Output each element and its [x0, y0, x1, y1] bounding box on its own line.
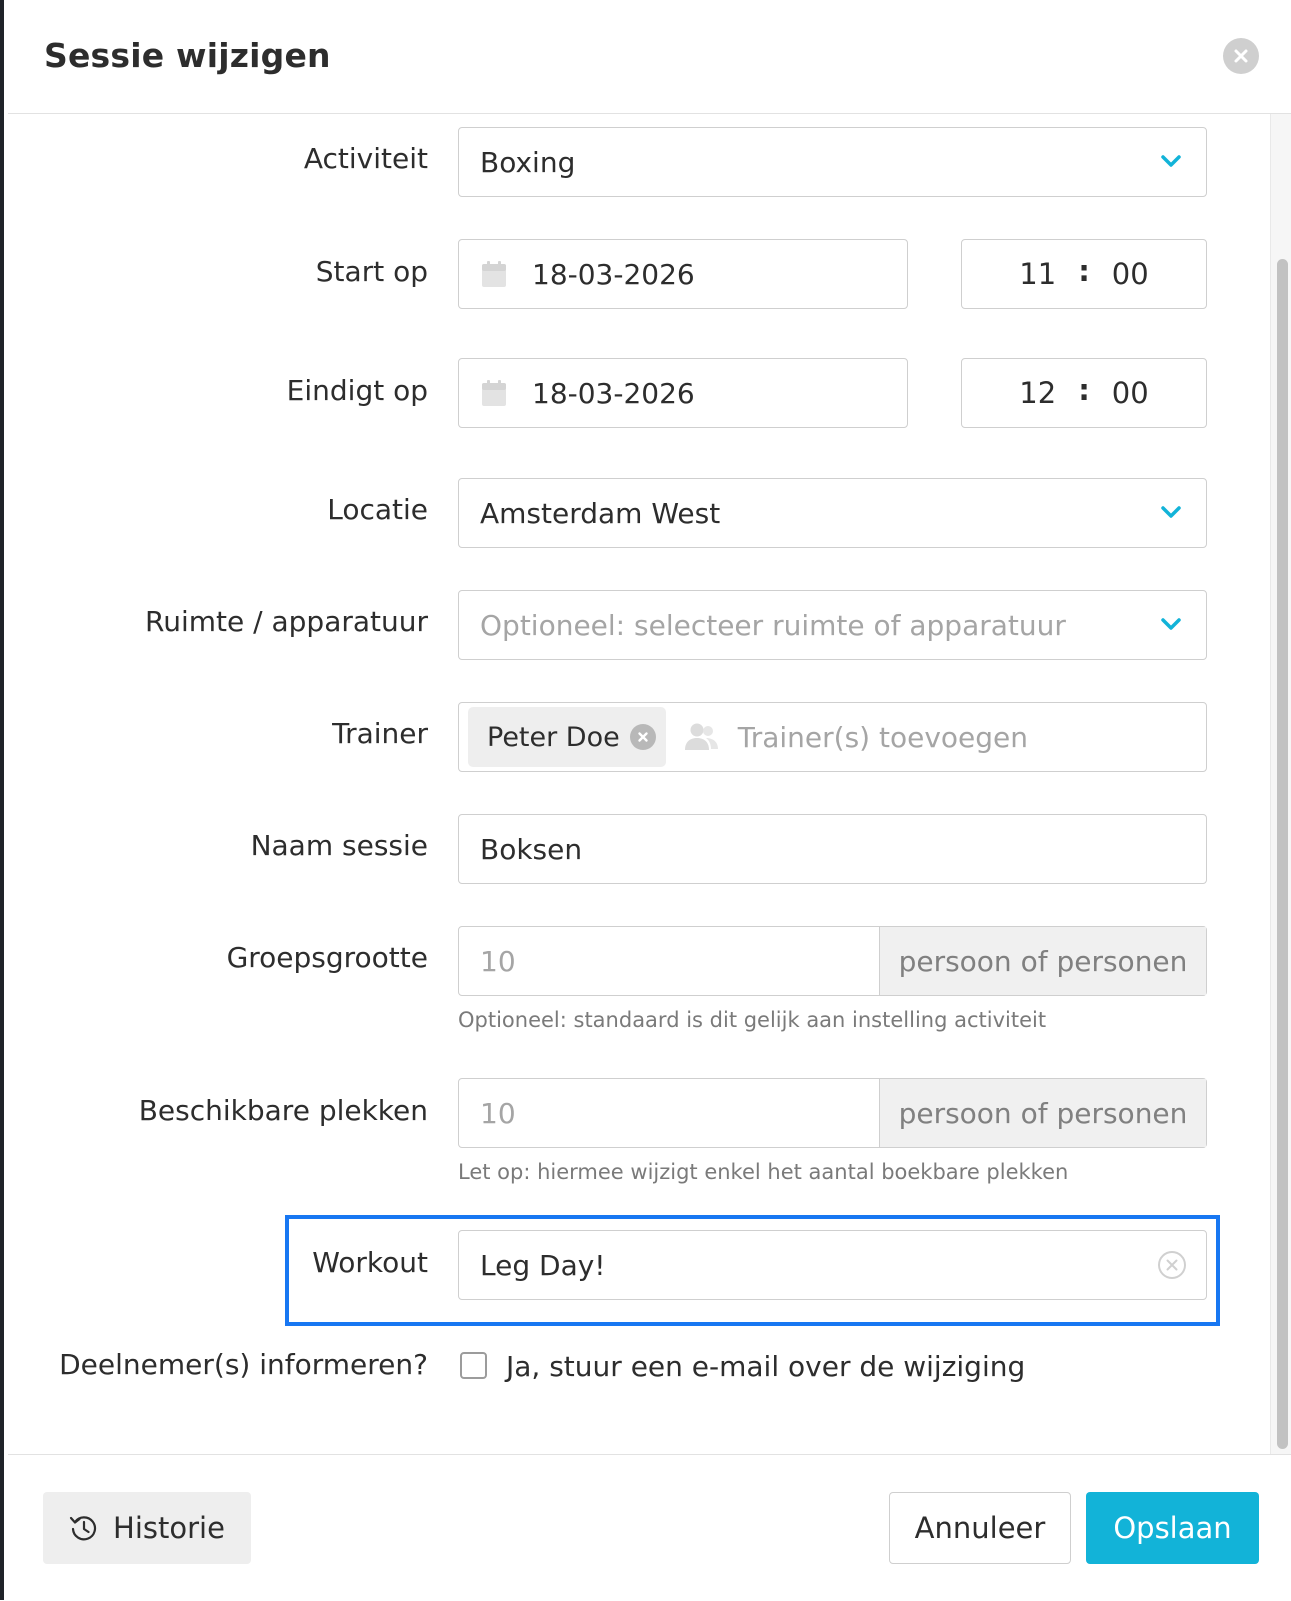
trainer-multiselect[interactable] — [458, 702, 1207, 772]
location-select[interactable] — [458, 478, 1207, 548]
end-time-input[interactable] — [961, 358, 1207, 428]
cancel-button[interactable]: Annuleer — [889, 1492, 1071, 1564]
dialog-header — [8, 0, 1291, 114]
workout-select[interactable] — [458, 1230, 1207, 1300]
available-spots-input[interactable] — [458, 1078, 1207, 1148]
activity-label: Activiteit — [303, 142, 428, 175]
room-select[interactable] — [458, 590, 1207, 660]
save-button[interactable]: Opslaan — [1086, 1492, 1259, 1564]
workout-value: Leg Day! — [480, 1248, 606, 1282]
end-label: Eindigt op — [286, 374, 428, 407]
group-size-unit: persoon of personen — [879, 927, 1206, 995]
session-name-input[interactable] — [458, 814, 1207, 884]
session-name-value: Boksen — [480, 832, 583, 866]
chevron-down-icon — [1160, 616, 1182, 632]
group-size-placeholder: 10 — [480, 944, 516, 978]
start-label: Start op — [315, 255, 428, 288]
activity-value: Boxing — [480, 145, 576, 179]
history-label: Historie — [113, 1511, 225, 1545]
session-name-label: Naam sessie — [250, 829, 428, 862]
notify-checkbox-label[interactable]: Ja, stuur een e-mail over de wijziging — [506, 1350, 1026, 1383]
room-placeholder: Optioneel: selecteer ruimte of apparatuur — [480, 608, 1066, 642]
trainer-label: Trainer — [332, 717, 428, 750]
dialog-title: Sessie wijzigen — [44, 36, 331, 75]
close-icon — [637, 731, 649, 743]
available-spots-placeholder: 10 — [480, 1096, 516, 1130]
chevron-down-icon — [1160, 153, 1182, 169]
end-minute[interactable]: 00 — [1111, 376, 1149, 410]
start-date-input[interactable] — [458, 239, 908, 309]
location-label: Locatie — [327, 493, 428, 526]
time-separator: : — [1078, 254, 1090, 288]
close-button[interactable] — [1223, 38, 1259, 74]
group-size-label: Groepsgrootte — [226, 941, 428, 974]
notify-checkbox[interactable] — [460, 1352, 487, 1379]
end-hour[interactable]: 12 — [1019, 376, 1057, 410]
group-size-help: Optioneel: standaard is dit gelijk aan instelling activiteit — [458, 1008, 1047, 1032]
available-spots-label: Beschikbare plekken — [138, 1094, 428, 1127]
room-label: Ruimte / apparatuur — [145, 605, 428, 638]
start-hour[interactable]: 11 — [1019, 257, 1057, 291]
start-time-input[interactable] — [961, 239, 1207, 309]
scrollbar-thumb[interactable] — [1277, 259, 1288, 1449]
chevron-down-icon — [1160, 504, 1182, 520]
notify-label: Deelnemer(s) informeren? — [59, 1348, 428, 1381]
history-icon — [69, 1513, 99, 1543]
calendar-icon — [481, 260, 507, 288]
trainer-placeholder: Trainer(s) toevoegen — [737, 720, 1029, 754]
start-minute[interactable]: 00 — [1111, 257, 1149, 291]
workout-label: Workout — [312, 1246, 428, 1279]
history-button[interactable] — [43, 1492, 251, 1564]
clear-icon[interactable] — [1157, 1250, 1187, 1280]
close-icon — [1233, 48, 1249, 64]
remove-trainer-button[interactable] — [630, 724, 656, 750]
dialog-footer — [8, 1454, 1291, 1601]
end-date-input[interactable] — [458, 358, 908, 428]
location-value: Amsterdam West — [480, 496, 721, 530]
activity-select[interactable] — [458, 127, 1207, 197]
users-icon — [684, 722, 720, 752]
group-size-input[interactable] — [458, 926, 1207, 996]
trainer-chip-label: Peter Doe — [487, 721, 620, 753]
calendar-icon — [481, 379, 507, 407]
time-separator: : — [1078, 373, 1090, 407]
available-spots-unit: persoon of personen — [879, 1079, 1206, 1147]
start-date-value: 18-03-2026 — [532, 257, 695, 291]
dialog-body — [8, 114, 1291, 1454]
available-spots-help: Let op: hiermee wijzigt enkel het aantal boekbare plekken — [458, 1160, 1069, 1184]
trainer-chip — [468, 707, 666, 767]
end-date-value: 18-03-2026 — [532, 376, 695, 410]
